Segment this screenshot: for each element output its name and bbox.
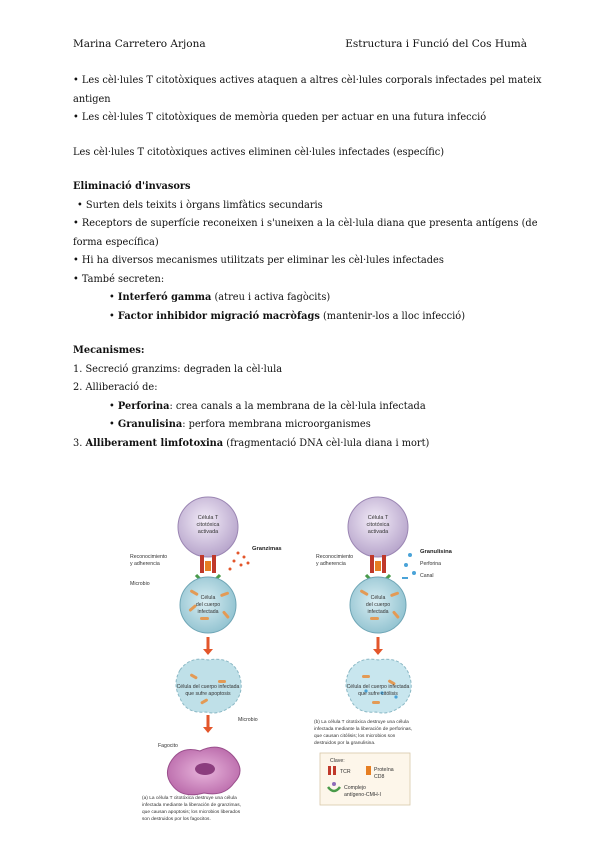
figure-key — [320, 753, 410, 805]
caption-left: (a) La célula T citotóxica destruye una célula — [142, 796, 237, 801]
svg-text:infectada: infectada — [197, 609, 219, 615]
mechanism-2: 2. Alliberació de: — [73, 382, 158, 393]
granulysin-label: Granulisina — [420, 549, 452, 555]
recog-left-label: Reconocimiento — [130, 554, 168, 560]
svg-text:que sufre apoptosis: que sufre apoptosis — [185, 691, 231, 697]
perforin-symbols — [402, 553, 416, 579]
svg-text:infectada mediante la liberaci: infectada mediante la liberación de granzimas, — [142, 803, 241, 808]
intro-line-1: • Les cèl·lules T citotòxiques actives ataquen a altres cèl·lules corporals infectades pel mateix — [73, 75, 542, 86]
intro-line-2: antigen — [73, 93, 111, 105]
elimination-item: • Hi ha diversos mecanismes utilitzats per eliminar les cèl·lules infectades — [73, 255, 444, 266]
key-tcr: TCR — [340, 769, 351, 775]
mechanisms-title: Mecanismes: — [73, 345, 145, 356]
elimination-item: • Surten dels teixits i òrgans limfàtics secundaris — [77, 199, 323, 211]
recog-right-label: Reconocimiento — [316, 554, 354, 560]
svg-text:antígeno-CMH-I: antígeno-CMH-I — [344, 792, 381, 798]
svg-text:y adherencia: y adherencia — [316, 561, 346, 567]
infected-left-label: Célula — [200, 595, 216, 601]
phagocyte-label: Fagocito — [158, 743, 178, 749]
svg-text:son destruidos por los fagocit: son destruidos por los fagocitos. — [142, 817, 211, 822]
infected-right-label: Célula — [370, 595, 386, 601]
microbe2-label: Microbio — [238, 717, 258, 723]
elimination-item: • Receptors de superfície reconeixen i s'uneixen a la cèl·lula diana que presenta antígens (de — [73, 218, 538, 229]
mechanism-2-granulysin: • Granulisina: perfora membrana microorganismes — [109, 419, 371, 430]
granzymes-label: Granzimas — [252, 546, 282, 552]
svg-text:activada: activada — [367, 529, 389, 535]
svg-text:infectada: infectada — [367, 609, 389, 615]
mechanism-1: 1. Secreció granzims: degraden la cèl·lula — [73, 363, 283, 375]
mechanism-3: 3. Alliberament limfotoxina (fragmentació DNA cèl·lula diana i mort) — [73, 437, 430, 449]
panel-left — [130, 497, 282, 822]
granzyme-dots — [229, 552, 250, 571]
channel-label: Canal — [420, 573, 434, 579]
key-mhc: Complejo — [344, 785, 366, 791]
document-body — [73, 72, 542, 453]
secrete-item-interferon: • Interferó gamma (atreu i activa fagòcits) — [109, 292, 331, 303]
secrete-item-factor: • Factor inhibidor migració macròfags (mantenir-los a lloc infecció) — [109, 310, 466, 322]
svg-text:que causan apoptosis; los micr: que causan apoptosis; los microbios liberados — [142, 810, 241, 815]
svg-text:que causan citólisis; los micr: que causan citólisis; los microbios son — [314, 734, 396, 739]
intro-line-3: • Les cèl·lules T citotòxiques de memòria queden per actuar en una futura infecció — [73, 112, 487, 123]
header-author: Marina Carretero Arjona — [73, 38, 206, 50]
svg-text:CD8: CD8 — [374, 774, 385, 780]
summary-line: Les cèl·lules T citotòxiques actives eliminen cèl·lules infectades (específic) — [73, 146, 445, 158]
cytolysis-label: Célula del cuerpo infectada — [346, 684, 410, 690]
svg-text:citotóxica: citotóxica — [196, 522, 220, 528]
svg-text:infectada mediante la liberaci: infectada mediante la liberación de perforinas, — [314, 727, 413, 732]
key-cd8: Proteína — [374, 767, 394, 773]
panel-right — [314, 497, 453, 805]
svg-text:y adherencia: y adherencia — [130, 561, 160, 567]
elimination-item: forma específica) — [73, 236, 159, 248]
elimination-item: • També secreten: — [73, 273, 165, 285]
svg-text:del cuerpo: del cuerpo — [195, 602, 221, 608]
caption-right: (b) La célula T citotóxica destruye una célula — [314, 720, 409, 725]
tcell-mechanism-figure — [130, 495, 470, 840]
key-title: Clave: — [330, 758, 345, 764]
header-subject: Estructura i Funció del Cos Humà — [345, 38, 527, 50]
perforin-label: Perforina — [420, 561, 442, 567]
elimination-title: Eliminació d'invasors — [73, 181, 191, 192]
svg-text:del cuerpo: del cuerpo — [365, 602, 391, 608]
svg-text:activada: activada — [197, 529, 219, 535]
svg-text:que sufre citólisis: que sufre citólisis — [358, 691, 398, 697]
microbe-left-label: Microbio — [130, 581, 150, 587]
tcell-right-label: Célula T — [367, 515, 389, 521]
svg-text:destruidos por la granulisina.: destruidos por la granulisina. — [314, 741, 376, 746]
tcell-left-label: Célula T — [197, 515, 219, 521]
apoptosis-label: Célula del cuerpo infectada — [176, 684, 240, 690]
mechanism-2-perforin: • Perforina: crea canals a la membrana de la cèl·lula infectada — [109, 400, 426, 412]
svg-text:citotóxica: citotóxica — [366, 522, 390, 528]
